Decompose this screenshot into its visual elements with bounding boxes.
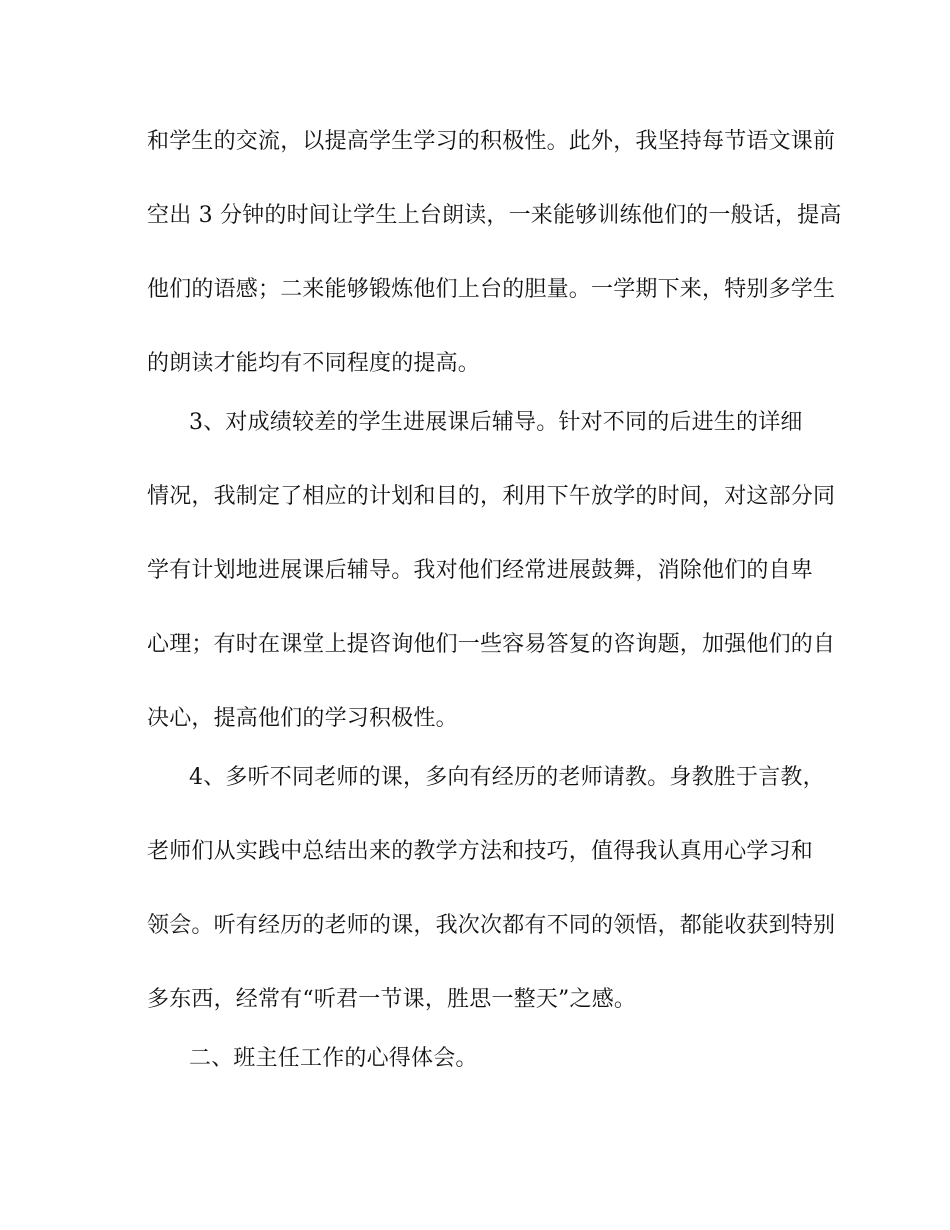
section-heading: 二、班主任工作的心得体会。 — [189, 1046, 478, 1071]
text-line: 的朗读才能均有不同程度的提高。 — [147, 351, 481, 376]
text-line: 空出 3 分钟的时间让学生上台朗读，一来能够训练他们的一般话，提高 — [147, 203, 842, 228]
paragraph-start-line: 4、多听不同老师的课，多向有经历的老师请教。身教胜于言教， — [189, 765, 825, 790]
text-line: 和学生的交流，以提高学生学习的积极性。此外，我坚持每节语文课前 — [147, 129, 836, 154]
text-line: 决心，提高他们的学习积极性。 — [147, 706, 458, 731]
text-line: 他们的语感；二来能够锻炼他们上台的胆量。一学期下来，特别多学生 — [147, 277, 836, 302]
text-line: 老师们从实践中总结出来的教学方法和技巧，值得我认真用心学习和 — [147, 839, 814, 864]
text-line: 学有计划地进展课后辅导。我对他们经常进展鼓舞，消除他们的自卑 — [147, 558, 814, 583]
text-line: 情况，我制定了相应的计划和目的，利用下午放学的时间，对这部分同 — [147, 484, 836, 509]
text-line: 多东西，经常有“听君一节课，胜思一整天”之感。 — [147, 987, 637, 1012]
text-line: 领会。听有经历的老师的课，我次次都有不同的领悟，都能收获到特别 — [147, 913, 836, 938]
paragraph-start-line: 3、对成绩较差的学生进展课后辅导。针对不同的后进生的详细 — [189, 410, 803, 435]
text-line: 心理；有时在课堂上提咨询他们一些容易答复的咨询题，加强他们的自 — [147, 632, 836, 657]
